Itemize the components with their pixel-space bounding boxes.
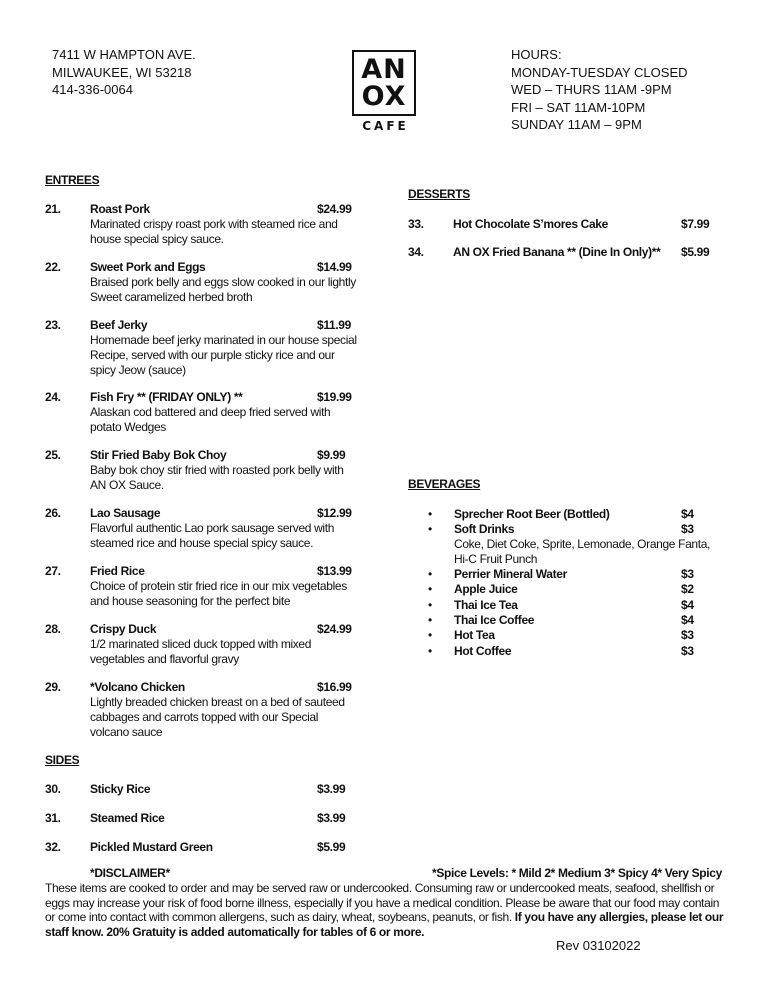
- bullet-icon: •: [428, 613, 432, 627]
- item-number: 32.: [45, 840, 61, 854]
- item-number: 29.: [45, 680, 61, 694]
- item-number: 26.: [45, 506, 61, 520]
- logo-line-ox: OX: [361, 81, 407, 112]
- logo-box: [352, 50, 416, 116]
- item-price: $19.99: [317, 390, 352, 404]
- item-description: 1/2 marinated sliced duck topped with mixed vegetables and flavorful gravy: [90, 637, 312, 666]
- item-number: 31.: [45, 811, 61, 825]
- logo-cafe-text: CAFE: [362, 119, 409, 133]
- beverage-price: $4: [681, 507, 694, 521]
- item-price: $12.99: [317, 506, 352, 520]
- item-description: Braised pork belly and eggs slow cooked in our lightly Sweet caramelized herbed broth: [90, 275, 356, 304]
- beverage-price: $3: [681, 644, 694, 658]
- item-number: 23.: [45, 318, 61, 332]
- item-number: 24.: [45, 390, 61, 404]
- beverage-price: $4: [681, 613, 694, 627]
- beverage-name: Hot Tea: [454, 628, 495, 642]
- beverage-price: $3: [681, 522, 694, 536]
- item-price: $3.99: [317, 782, 346, 796]
- opening-hours: [511, 46, 688, 134]
- item-name: Pickled Mustard Green: [90, 840, 213, 854]
- item-description: Marinated crispy roast pork with steamed rice and house special spicy sauce.: [90, 217, 338, 246]
- hours-line: SUNDAY 11AM – 9PM: [511, 117, 642, 132]
- logo-line-an: AN: [361, 54, 407, 85]
- bullet-icon: •: [428, 522, 432, 536]
- item-name: Fried Rice: [90, 564, 145, 578]
- item-name: Beef Jerky: [90, 318, 148, 332]
- item-number: 27.: [45, 564, 61, 578]
- bullet-icon: •: [428, 582, 432, 596]
- spice-levels-legend: *Spice Levels: * Mild 2* Medium 3* Spicy 4* Very Spicy: [432, 866, 722, 880]
- item-price: $9.99: [317, 448, 346, 462]
- item-price: $5.99: [681, 245, 710, 259]
- disclaimer-text: [45, 881, 731, 939]
- bullet-icon: •: [428, 598, 432, 612]
- desserts-heading: DESSERTS: [408, 187, 470, 201]
- beverage-name: Perrier Mineral Water: [454, 567, 567, 581]
- item-price: $24.99: [317, 622, 352, 636]
- item-name: Roast Pork: [90, 202, 150, 216]
- bullet-icon: •: [428, 644, 432, 658]
- item-price: $5.99: [317, 840, 346, 854]
- item-price: $3.99: [317, 811, 346, 825]
- beverages-heading: BEVERAGES: [408, 477, 481, 491]
- item-description: Lightly breaded chicken breast on a bed of sauteed cabbages and carrots topped with our Special volcano sauce: [90, 695, 345, 739]
- item-number: 22.: [45, 260, 61, 274]
- item-name: Stir Fried Baby Bok Choy: [90, 448, 227, 462]
- item-number: 21.: [45, 202, 61, 216]
- entrees-heading: ENTREES: [45, 173, 100, 187]
- item-name: Lao Sausage: [90, 506, 161, 520]
- item-description: Baby bok choy stir fried with roasted pork belly with AN OX Sauce.: [90, 463, 344, 492]
- beverage-name: Thai Ice Coffee: [454, 613, 535, 627]
- item-description: Choice of protein stir fried rice in our mix vegetables and house seasoning for the perfect bite: [90, 579, 347, 608]
- item-number: 34.: [408, 245, 424, 259]
- beverage-name: Thai Ice Tea: [454, 598, 518, 612]
- item-name: *Volcano Chicken: [90, 680, 185, 694]
- revision-code: Rev 03102022: [556, 938, 641, 953]
- hours-line: FRI – SAT 11AM-10PM: [511, 99, 646, 115]
- disclaimer-body: These items are cooked to order and may be served raw or undercooked. Consuming raw or undercooked meats, seafood, shellfish or eggs may increase your risk of food borne illness, especially if you have a medical condition. Please be aware that our food may contain or come into contact with common allergens, such as dairy, wheat, soybeans, peanuts, or fish.: [45, 881, 720, 925]
- restaurant-address: [52, 46, 196, 99]
- item-number: 28.: [45, 622, 61, 636]
- item-name: Crispy Duck: [90, 622, 157, 636]
- beverage-name: Sprecher Root Beer (Bottled): [454, 507, 610, 521]
- item-name: Sticky Rice: [90, 782, 151, 796]
- beverage-price: $2: [681, 582, 694, 596]
- address-line: MILWAUKEE, WI 53218: [52, 64, 192, 80]
- item-number: 25.: [45, 448, 61, 462]
- phone-number: 414-336-0064: [52, 82, 133, 97]
- disclaimer-title: *DISCLAIMER*: [90, 866, 170, 880]
- item-description: Flavorful authentic Lao pork sausage served with steamed rice and house special spicy sauce.: [90, 521, 335, 550]
- hours-line: MONDAY-TUESDAY CLOSED: [511, 64, 688, 80]
- item-name: AN OX Fried Banana ** (Dine In Only)**: [453, 245, 661, 259]
- hours-line: WED – THURS 11AM -9PM: [511, 82, 672, 97]
- bullet-icon: •: [428, 507, 432, 521]
- beverage-name: Hot Coffee: [454, 644, 512, 658]
- item-name: Fish Fry ** (FRIDAY ONLY) **: [90, 390, 243, 404]
- beverage-name: Apple Juice: [454, 582, 518, 596]
- item-price: $14.99: [317, 260, 352, 274]
- sides-heading: SIDES: [45, 753, 80, 767]
- item-price: $13.99: [317, 564, 352, 578]
- bullet-icon: •: [428, 567, 432, 581]
- an-ox-cafe-logo: [352, 50, 416, 136]
- item-description: Alaskan cod battered and deep fried served with potato Wedges: [90, 405, 331, 434]
- hours-heading: HOURS:: [511, 47, 562, 62]
- item-name: Steamed Rice: [90, 811, 165, 825]
- beverage-name: Soft Drinks: [454, 522, 515, 536]
- item-price: $7.99: [681, 217, 710, 231]
- item-price: $24.99: [317, 202, 352, 216]
- address-line: 7411 W HAMPTON AVE.: [52, 47, 196, 62]
- item-number: 30.: [45, 782, 61, 796]
- item-description: Homemade beef jerky marinated in our house special Recipe, served with our purple sticky rice and our spicy Jeow (sauce): [90, 333, 357, 377]
- beverage-price: $4: [681, 598, 694, 612]
- item-number: 33.: [408, 217, 424, 231]
- bullet-icon: •: [428, 628, 432, 642]
- beverage-price: $3: [681, 567, 694, 581]
- beverage-price: $3: [681, 628, 694, 642]
- item-name: Sweet Pork and Eggs: [90, 260, 206, 274]
- item-name: Hot Chocolate S’mores Cake: [453, 217, 608, 231]
- allergy-gratuity-notice: If you have any allergies, please let our staff know. 20% Gratuity is added automatically for tables of 6 or more.: [45, 910, 724, 939]
- item-price: $16.99: [317, 680, 352, 694]
- item-price: $11.99: [317, 318, 351, 332]
- beverage-description: Coke, Diet Coke, Sprite, Lemonade, Orange Fanta, Hi-C Fruit Punch: [454, 537, 711, 567]
